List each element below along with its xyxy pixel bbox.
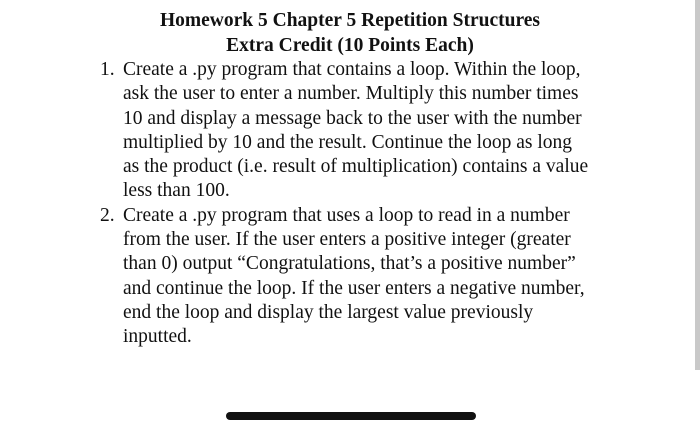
question-line: ask the user to enter a number. Multiply this number times [123,83,579,105]
document-title: Homework 5 Chapter 5 Repetition Structures [159,10,541,31]
question-line: less than 100. [123,180,230,202]
document-subtitle: Extra Credit (10 Points Each) [226,35,474,56]
question-item-2 [100,204,660,350]
question-line: Create a .py program that contains a loop. Within the loop, [123,59,581,80]
question-line: from the user. If the user enters a positive integer (greater [123,229,571,251]
scrollbar[interactable] [695,0,700,370]
question-line: than 0) output “Congratulations, that’s a positive number” [123,253,576,275]
question-line: inputted. [123,326,192,348]
question-line: Create a .py program that uses a loop to read in a number [123,204,570,226]
question-text [123,204,660,350]
question-number: 2. [100,204,115,226]
question-line: multiplied by 10 and the result. Continue the loop as long [123,131,572,153]
question-number: 1. [100,59,115,80]
question-line: and continue the loop. If the user enters a negative number, [123,277,585,299]
question-item-1 [100,58,660,204]
question-list [100,58,660,350]
question-line: 10 and display a message back to the user with the number [123,107,582,129]
question-text [123,58,660,204]
question-line: as the product (i.e. result of multiplication) contains a value [123,156,589,178]
home-indicator-bar[interactable] [226,412,476,420]
question-line: end the loop and display the largest value previously [123,301,534,323]
